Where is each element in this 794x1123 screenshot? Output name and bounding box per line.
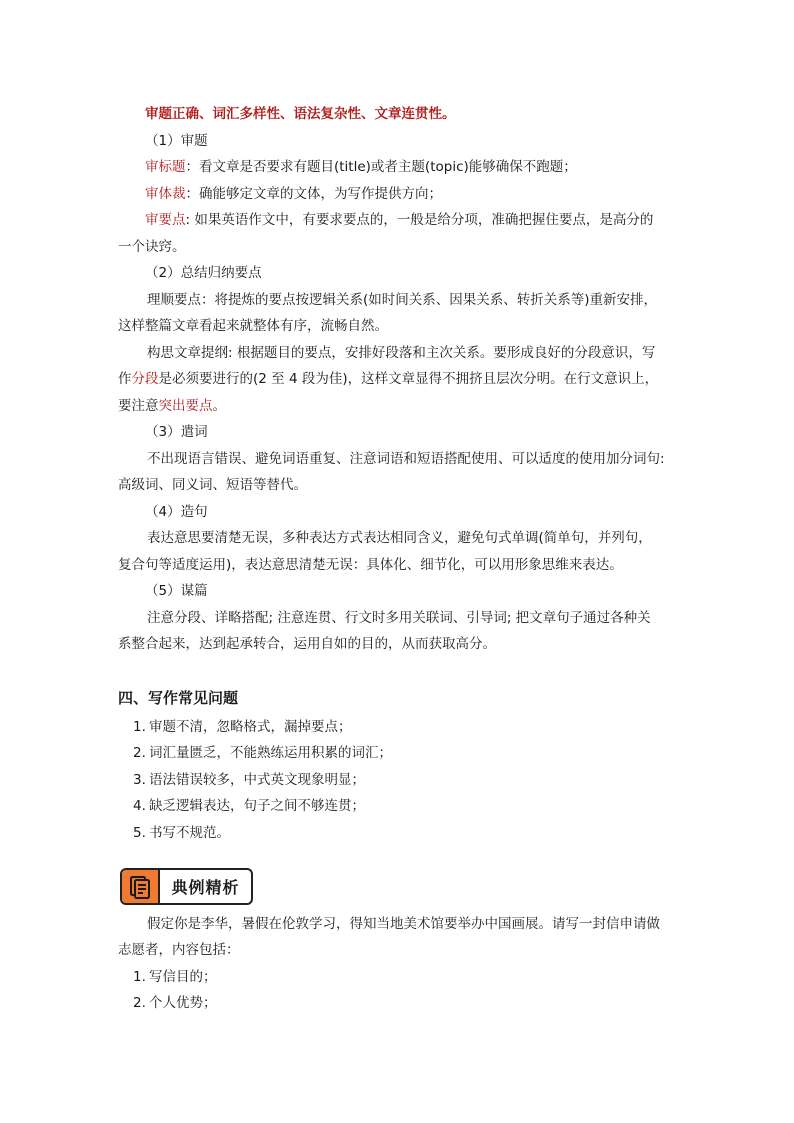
list-item-number: 5. <box>133 825 146 841</box>
list-item-text: 语法错误较多，中式英文现象明显； <box>149 772 365 788</box>
s2-p2-line3 <box>118 396 226 416</box>
s4-heading: （4）造句 <box>145 504 208 520</box>
s2-p2-line3-highlight: 突出要点 <box>158 398 213 414</box>
s1-genre-line <box>145 184 442 204</box>
s1-genre-label: 审体裁 <box>145 186 186 202</box>
list-item <box>133 717 352 737</box>
s3-line1: 不出现语言错误、避免词语重复、注意词语和短语搭配使用、可以适度的使用加分词句: <box>147 451 665 467</box>
s1-points-text-1: : 如果英语作文中，有要求要点的，一般是给分项，准确把握住要点，是高分的 <box>185 212 654 228</box>
s1-title-line <box>145 157 577 177</box>
s2-p2-line2-highlight: 分段 <box>131 371 159 387</box>
s1-heading: （1）审题 <box>145 133 208 149</box>
list-item-text: 书写不规范。 <box>149 825 230 841</box>
s4-line1: 表达意思要清楚无误，多种表达方式表达相同含义，避免句式单调(简单句，并列句， <box>147 530 652 546</box>
section-title-common-problems: 四、写作常见问题 <box>118 689 239 707</box>
s2-p2-line3-post: 。 <box>212 398 226 414</box>
s1-points-line <box>145 210 653 230</box>
badge-label: 典例精析 <box>171 878 240 897</box>
s3-line2: 高级词、同义词、短语等替代。 <box>118 477 307 493</box>
list-item <box>133 967 217 987</box>
list-item-number: 3. <box>133 772 146 788</box>
list-item <box>133 823 230 843</box>
s5-line1: 注意分段、详略搭配; 注意连贯、行文时多用关联词、引导词; 把文章句子通过各种关 <box>147 610 651 626</box>
s2-p1-line1: 理顺要点：将提炼的要点按逻辑关系(如时间关系、因果关系、转折关系等)重新安排， <box>147 292 658 308</box>
list-item-number: 4. <box>133 798 146 814</box>
s1-title-text: ：看文章是否要求有题目(title)或者主题(topic)能够确保不跑题； <box>185 159 577 175</box>
s2-p2-line2 <box>118 369 658 389</box>
list-item-number: 2. <box>133 995 146 1011</box>
list-item-text: 缺乏逻辑表达，句子之间不够连贯； <box>149 798 365 814</box>
badge-icon-area <box>122 870 160 903</box>
list-item-text: 个人优势； <box>149 995 217 1011</box>
s3-heading: （3）遣词 <box>145 424 208 440</box>
intro-criteria: 审题正确、词汇多样性、语法复杂性、文章连贯性。 <box>145 106 456 122</box>
s1-genre-text: ：确能够定文章的文体，为写作提供方向； <box>185 186 442 202</box>
document-icon <box>129 875 151 899</box>
s4-line2: 复合句等适度运用)，表达意思清楚无误：具体化、细节化，可以用形象思维来表达。 <box>118 557 623 573</box>
s1-title-label: 审标题 <box>145 159 186 175</box>
s5-line2: 系整合起来，达到起承转合，运用自如的目的，从而获取高分。 <box>118 636 496 652</box>
s1-points-label: 审要点 <box>145 212 186 228</box>
s2-p2-line2-pre: 作 <box>118 371 132 387</box>
list-item-number: 1. <box>133 719 146 735</box>
list-item-text: 词汇量匮乏，不能熟练运用积累的词汇； <box>149 745 392 761</box>
s2-p2-line1: 构思文章提纲: 根据题目的要点，安排好段落和主次关系。要形成良好的分段意识，写 <box>147 345 656 361</box>
list-item <box>133 770 365 790</box>
list-item <box>133 796 365 816</box>
list-item-text: 审题不清，忽略格式，漏掉要点； <box>149 719 352 735</box>
list-item-number: 2. <box>133 745 146 761</box>
s2-p2-line3-pre: 要注意 <box>118 398 159 414</box>
list-item <box>133 743 392 763</box>
list-item-text: 写信目的； <box>149 969 217 985</box>
example-para-line1: 假定你是李华，暑假在伦敦学习，得知当地美术馆要举办中国画展。请写一封信申请做 <box>147 916 660 932</box>
example-para-line2: 志愿者，内容包括： <box>118 942 240 958</box>
list-item <box>133 993 217 1013</box>
list-item-number: 1. <box>133 969 146 985</box>
example-badge <box>120 868 253 905</box>
s2-p2-line2-post: 是必须要进行的(2 至 4 段为佳)，这样文章显得不拥挤且层次分明。在行文意识上， <box>158 371 659 387</box>
s1-points-text-2: 一个诀窍。 <box>118 239 186 255</box>
s5-heading: （5）谋篇 <box>145 583 208 599</box>
s2-heading: （2）总结归纳要点 <box>145 265 262 281</box>
s2-p1-line2: 这样整篇文章看起来就整体有序，流畅自然。 <box>118 318 388 334</box>
